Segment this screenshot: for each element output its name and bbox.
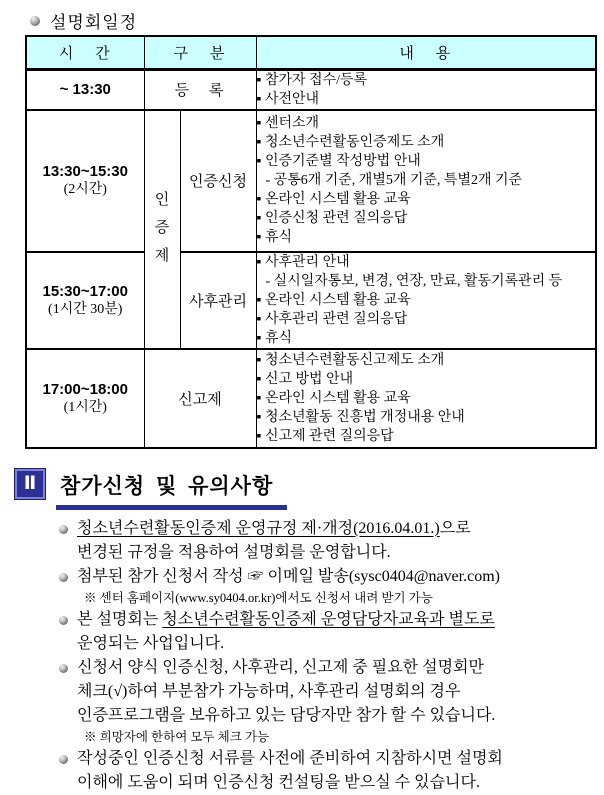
note-subnote	[84, 589, 604, 608]
note-line: 운영되는 사업입니다.	[77, 634, 225, 652]
group-cell-certification	[144, 110, 180, 349]
content-cell	[256, 69, 596, 110]
schedule-content-line: ▪ 사후관리 안내	[256, 254, 350, 270]
sphere-bullet-icon	[59, 525, 68, 534]
note-item	[59, 517, 604, 565]
note-line: 첨부된 참가 신청서 작성 ☞ 이메일 발송(sysc0404@naver.com)	[77, 567, 500, 585]
note-line: 체크(√)하여 부분참가 가능하며, 사후관리 설명회의 경우	[77, 682, 461, 700]
note-item	[59, 656, 604, 728]
content-cell	[256, 252, 596, 349]
group-label-vertical: 인증제	[154, 192, 170, 264]
section2-heading	[14, 468, 604, 510]
time-duration: (1시간 30분)	[48, 301, 123, 317]
schedule-content-line: ▪ 신고제 관련 질의응답	[256, 428, 394, 444]
schedule-header-row	[26, 36, 596, 69]
note-line: 청소년수련활동인증제 운영규정 제·개정(2016.04.01.)으로	[77, 519, 471, 537]
header-content: 내 용	[256, 36, 596, 69]
schedule-row-report-system	[26, 349, 596, 448]
schedule-content-line: ▪ 참가자 접수/등록	[256, 72, 368, 88]
note-line: 본 설명회는 청소년수련활동인증제 운영담당자교육과 별도로	[77, 610, 495, 628]
note-item	[59, 608, 604, 656]
schedule-table	[25, 35, 597, 449]
schedule-content-line: ▪ 휴식	[256, 230, 293, 245]
schedule-row-registration	[26, 69, 596, 110]
schedule-content-line: ▪ 센터소개	[256, 116, 320, 131]
schedule-content-line: ▪ 온라인 시스템 활용 교육	[256, 192, 411, 207]
schedule-heading	[0, 0, 604, 32]
schedule-content-line: ▪ 휴식	[256, 330, 293, 346]
note-line: ※ 희망자에 한하여 모두 체크 가능	[84, 729, 270, 744]
time-value: ~ 13:30	[59, 81, 111, 98]
note-item	[59, 565, 604, 589]
schedule-content-line: ▪ 인증신청 관련 질의응답	[256, 211, 408, 226]
schedule-content-line: - 실시일자통보, 변경, 연장, 만료, 활동기록관리 등	[265, 273, 563, 289]
note-line: 인증프로그램을 보유하고 있는 담당자만 참가 할 수 있습니다.	[77, 706, 496, 724]
schedule-heading-label: 설명회일정	[50, 13, 138, 32]
section2-roman-badge: Ⅱ	[14, 468, 46, 500]
content-cell	[256, 110, 596, 252]
sphere-bullet-icon	[59, 573, 68, 582]
schedule-content-line: ▪ 청소년수련활동인증제도 소개	[256, 135, 445, 150]
notes-list	[59, 517, 604, 795]
sphere-bullet-icon	[30, 16, 40, 26]
section2-title: 참가신청 및 유의사항	[60, 474, 274, 498]
note-line: ※ 센터 홈페이지(www.sy0404.or.kr)에서도 신청서 내려 받기 가능	[84, 590, 433, 605]
note-line: 신청서 양식 인증신청, 사후관리, 신고제 중 필요한 설명회만	[77, 658, 484, 676]
time-cell	[26, 252, 144, 349]
header-category: 구 분	[144, 36, 256, 69]
time-cell	[26, 349, 144, 448]
schedule-content-line: ▪ 신고 방법 안내	[256, 371, 354, 387]
header-time: 시 간	[26, 36, 144, 69]
schedule-row-followup	[26, 252, 596, 349]
schedule-content-line: ▪ 사후관리 관련 질의응답	[256, 311, 408, 327]
schedule-content-line: ▪ 인증기준별 작성방법 안내	[256, 154, 421, 169]
time-value: 17:00~18:00	[42, 380, 128, 398]
schedule-content-line: ▪ 온라인 시스템 활용 교육	[256, 390, 411, 406]
schedule-row-certification-apply	[26, 110, 596, 252]
schedule-content-line: ▪ 사전안내	[256, 91, 320, 107]
schedule-content-line: ▪ 청소년수련활동신고제도 소개	[256, 352, 445, 368]
time-value: 13:30~15:30	[42, 163, 128, 180]
section2-title-underline	[56, 469, 287, 510]
schedule-content-line: - 공통6개 기준, 개별5개 기준, 특별2개 기준	[265, 173, 523, 188]
note-line: 작성중인 인증신청 서류를 사전에 준비하여 지참하시면 설명회	[77, 749, 503, 767]
category-cell: 인증신청	[180, 110, 256, 252]
category-cell: 등 록	[144, 69, 256, 110]
note-item	[59, 747, 604, 795]
schedule-content-line: ▪ 온라인 시스템 활용 교육	[256, 292, 411, 308]
category-cell: 사후관리	[180, 252, 256, 349]
note-subnote	[84, 728, 604, 747]
schedule-content-line: ▪ 청소년활동 진흥법 개정내용 안내	[256, 409, 465, 425]
sphere-bullet-icon	[59, 616, 68, 625]
category-cell: 신고제	[144, 349, 256, 448]
time-duration: (2시간)	[63, 182, 107, 197]
content-cell	[256, 349, 596, 448]
note-line: 이해에 도움이 되며 인증신청 컨설팅을 받으실 수 있습니다.	[77, 773, 480, 791]
time-duration: (1시간)	[63, 399, 107, 415]
time-value: 15:30~17:00	[42, 282, 128, 300]
note-line: 변경된 규정을 적용하여 설명회를 운영합니다.	[77, 543, 391, 561]
sphere-bullet-icon	[59, 664, 68, 673]
sphere-bullet-icon	[59, 755, 68, 764]
time-cell	[26, 110, 144, 252]
time-cell	[26, 69, 144, 110]
